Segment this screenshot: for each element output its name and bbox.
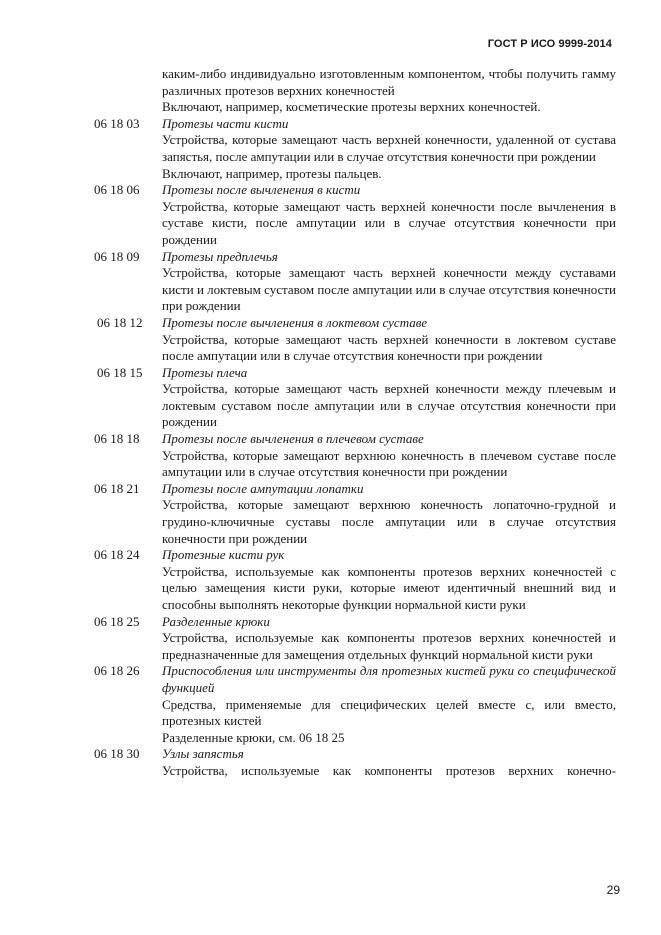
entry-description: Устройства, которые замещают часть верхней конечности между суставами кисти и локтевым суставом после ампутации или в случае отсутствия конечности при рождении — [162, 265, 616, 314]
entry-06-18-21 — [94, 481, 616, 547]
entry-description: Устройства, используемые как компоненты протезов верхних конечностей и предназначенные для замещения отдельных функций нормальной кисти руки — [162, 630, 616, 662]
intro-text: каким-либо индивидуально изготовленным компонентом, чтобы получить гамму различных протезов верхних конечностей — [162, 66, 616, 98]
entry-code: 06 18 21 — [94, 480, 140, 496]
entry-06-18-15 — [94, 365, 616, 431]
entry-title: Приспособления или инструменты для протезных кистей руки со специфической функцией — [162, 663, 616, 695]
document-header: ГОСТ Р ИСО 9999-2014 — [487, 38, 612, 50]
entry-code: 06 18 25 — [94, 613, 140, 629]
entry-title: Протезные кисти рук — [162, 547, 285, 563]
entry-title: Протезы плеча — [162, 364, 248, 380]
entry-06-18-24 — [94, 547, 616, 613]
entry-06-18-06 — [94, 182, 616, 248]
entry-note: Разделенные крюки, см. 06 18 25 — [162, 729, 345, 745]
entry-code: 06 18 26 — [94, 663, 140, 679]
entry-title: Узлы запястья — [162, 746, 244, 762]
entry-06-18-09 — [94, 249, 616, 315]
entry-06-18-30 — [94, 746, 616, 779]
entry-code: 06 18 15 — [97, 364, 143, 380]
entry-description: Устройства, которые замещают часть верхней конечности после вычленения в суставе кисти, после ампутации или в случае отсутствия конечности при рождении — [162, 198, 616, 247]
entry-code: 06 18 03 — [94, 115, 140, 131]
entry-description: Устройства, которые замещают часть верхней конечности, удаленной от сустава запястья, после ампутации или в случае отсутствия конечности при рождении — [162, 132, 616, 164]
intro-note: Включают, например, косметические протезы верхних конечностей. — [162, 99, 541, 115]
page-number: 29 — [606, 883, 620, 897]
entry-06-18-26 — [94, 663, 616, 746]
entry-title: Протезы предплечья — [162, 248, 278, 264]
entry-code: 06 18 12 — [97, 314, 143, 330]
entry-code: 06 18 09 — [94, 248, 140, 264]
entry-code: 06 18 24 — [94, 547, 140, 563]
entry-06-18-18 — [94, 431, 616, 481]
entry-title: Протезы после вычленения в плечевом суставе — [162, 431, 424, 447]
entry-06-18-12 — [94, 315, 616, 365]
entry-description: Устройства, которые замещают часть верхней конечности в локтевом суставе после ампутации или в случае отсутствия конечности при рождении — [162, 331, 616, 364]
entry-description: Устройства, которые замещают верхнюю конечность в плечевом суставе после ампутации или в случае отсутствия конечности при рождении — [162, 447, 616, 480]
entry-title: Протезы после ампутации лопатки — [162, 480, 364, 496]
entry-description: Устройства, используемые как компоненты протезов верхних конечностей с целью замещения кисти руки, которые имеют идентичный внешний вид и способны выполнять некоторые функции нормальной кисти руки — [162, 563, 616, 612]
entry-description: Устройства, используемые как компоненты протезов верхних конечно- — [162, 762, 616, 778]
classification-list — [94, 66, 616, 780]
entry-title: Разделенные крюки — [162, 613, 270, 629]
entry-description: Устройства, которые замещают верхнюю конечность лопаточно-грудной и грудино-ключичные суставы после ампутации или в случае отсутствия конечности при рождении — [162, 497, 616, 546]
entry-06-18-03 — [94, 116, 616, 182]
entry-description: Средства, применяемые для специфических целей вместе с, или вместо, протезных кистей — [162, 696, 616, 729]
entry-code: 06 18 06 — [94, 182, 140, 198]
intro-block — [94, 66, 616, 116]
entry-06-18-25 — [94, 614, 616, 664]
entry-title: Протезы части кисти — [162, 115, 289, 131]
entry-description: Устройства, которые замещают часть верхней конечности между плечевым и локтевым суставом после ампутации или в случае отсутствия конечности при рождении — [162, 381, 616, 430]
entry-title: Протезы после вычленения в локтевом суставе — [162, 314, 428, 330]
entry-code: 06 18 18 — [94, 431, 140, 447]
entry-title: Протезы после вычленения в кисти — [162, 182, 361, 198]
entry-note: Включают, например, протезы пальцев. — [162, 165, 382, 181]
entry-code: 06 18 30 — [94, 746, 140, 762]
